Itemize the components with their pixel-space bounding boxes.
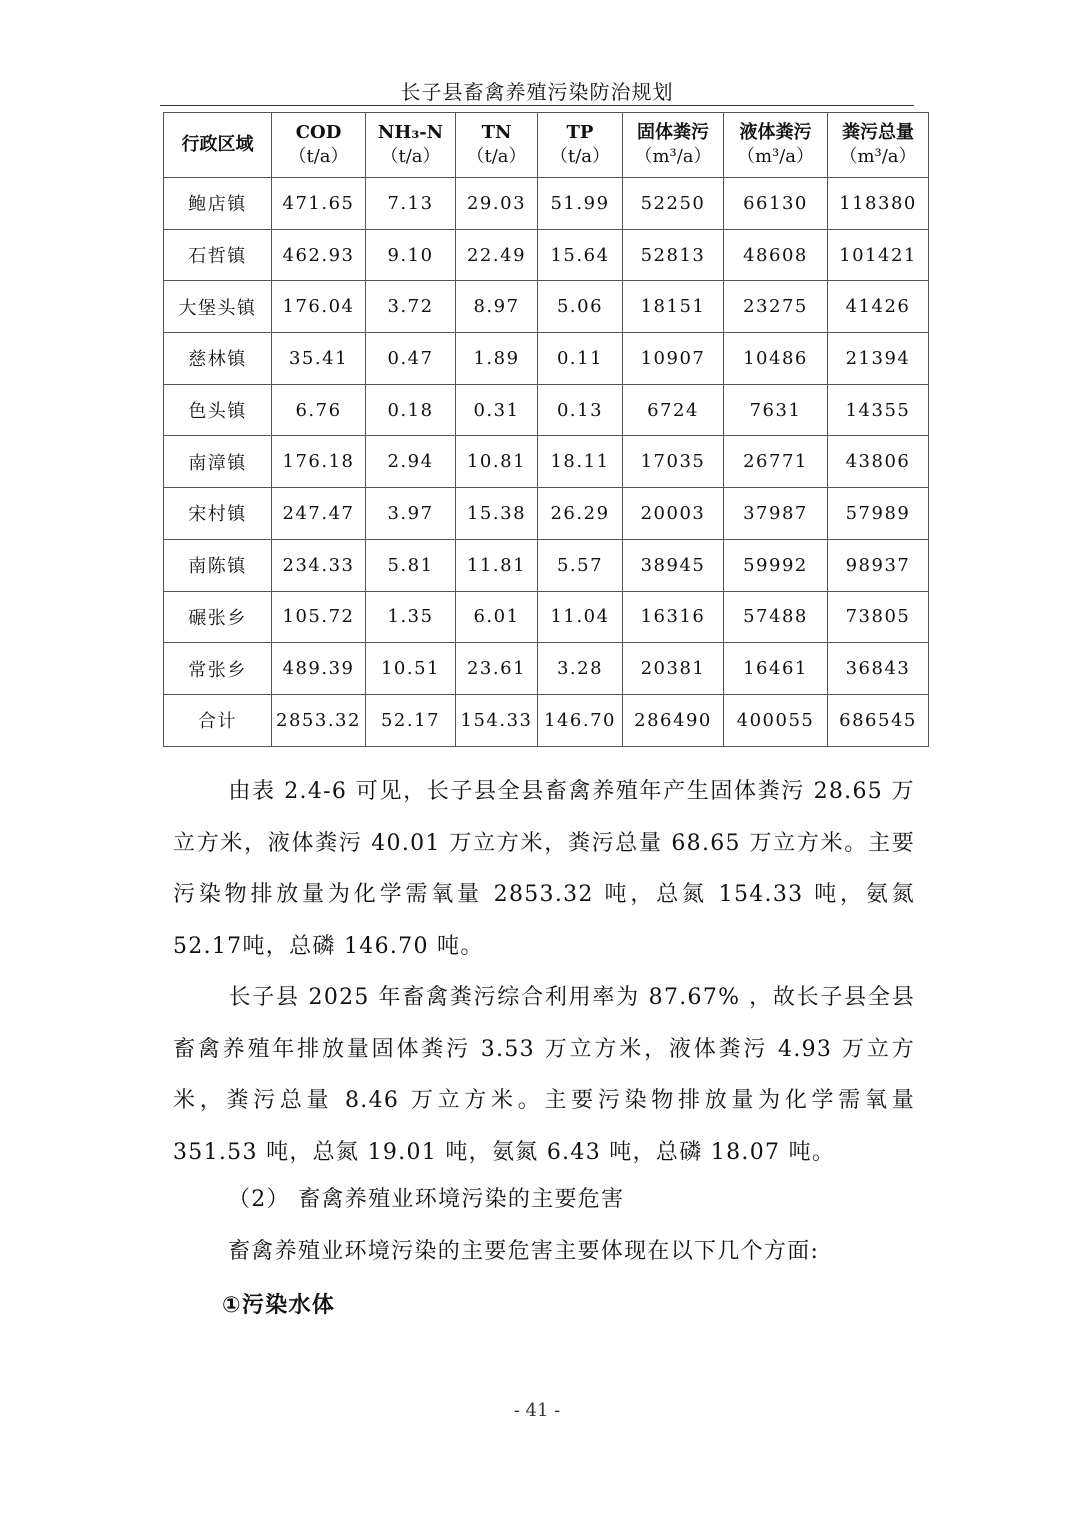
table-header-row <box>164 113 929 178</box>
header-rule <box>160 105 914 106</box>
table-cell: 154.33 <box>456 694 538 746</box>
pollution-table <box>163 112 929 747</box>
table-cell: 48608 <box>724 229 828 281</box>
table-cell: 6.01 <box>456 591 538 643</box>
table-cell: 38945 <box>623 539 724 591</box>
table-cell: 101421 <box>828 229 929 281</box>
column-header <box>272 113 366 178</box>
table-cell: 10486 <box>724 333 828 385</box>
table-cell: 98937 <box>828 539 929 591</box>
table-cell: 0.13 <box>538 384 623 436</box>
column-header <box>828 113 929 178</box>
table-cell: 105.72 <box>272 591 366 643</box>
table-cell: 9.10 <box>366 229 456 281</box>
table-cell: 59992 <box>724 539 828 591</box>
table-cell: 247.47 <box>272 488 366 540</box>
subsection-heading: ①污染水体 <box>222 1293 336 1318</box>
table-cell: 11.81 <box>456 539 538 591</box>
table-cell: 11.04 <box>538 591 623 643</box>
table-cell: 21394 <box>828 333 929 385</box>
table-row <box>164 488 929 540</box>
table-row <box>164 591 929 643</box>
page-header-title: 长子县畜禽养殖污染防治规划 <box>400 80 674 104</box>
table-cell: 35.41 <box>272 333 366 385</box>
table-cell: 52.17 <box>366 694 456 746</box>
table-cell: 10.81 <box>456 436 538 488</box>
table-cell: 10907 <box>623 333 724 385</box>
table-cell: 南陈镇 <box>164 539 272 591</box>
table-cell: 16461 <box>724 643 828 695</box>
column-header <box>623 113 724 178</box>
table-cell: 慈林镇 <box>164 333 272 385</box>
table-row <box>164 178 929 230</box>
table-cell: 462.93 <box>272 229 366 281</box>
table-row <box>164 281 929 333</box>
table-cell: 23275 <box>724 281 828 333</box>
column-header <box>538 113 623 178</box>
table-cell: 0.11 <box>538 333 623 385</box>
column-header: 行政区域 <box>164 113 272 178</box>
table-cell: 2.94 <box>366 436 456 488</box>
table-cell: 0.31 <box>456 384 538 436</box>
paragraph-2-text: 长子县 2025 年畜禽粪污综合利用率为 87.67% ，故长子县全县畜禽养殖年排放量固体粪污 3.53 万立方米，液体粪污 4.93 万立方米，粪污总量 8.46 万立方米。主要污染物排放量为化学需氧量 351.53 吨，总氮 19.01 吨，氨氮 6.43 吨，总磷 18.07 吨。 <box>173 985 915 1166</box>
table-cell: 石哲镇 <box>164 229 272 281</box>
column-header-name: 液体粪污 <box>739 122 812 143</box>
table-cell: 489.39 <box>272 643 366 695</box>
table-cell: 0.47 <box>366 333 456 385</box>
table-cell: 碾张乡 <box>164 591 272 643</box>
table-cell: 7631 <box>724 384 828 436</box>
table-cell: 3.97 <box>366 488 456 540</box>
table-cell: 宋村镇 <box>164 488 272 540</box>
table-cell: 鲍店镇 <box>164 178 272 230</box>
table-cell: 17035 <box>623 436 724 488</box>
column-header <box>366 113 456 178</box>
table-row <box>164 384 929 436</box>
table-cell: 3.72 <box>366 281 456 333</box>
table-cell: 57488 <box>724 591 828 643</box>
table-cell: 6.76 <box>272 384 366 436</box>
table-row <box>164 539 929 591</box>
table-cell: 20381 <box>623 643 724 695</box>
table-cell: 471.65 <box>272 178 366 230</box>
column-header-unit: （t/a） <box>288 146 349 167</box>
table-cell: 5.06 <box>538 281 623 333</box>
table-cell: 0.18 <box>366 384 456 436</box>
column-header-name: 固体粪污 <box>637 122 709 143</box>
paragraph-1-text: 由表 2.4-6 可见，长子县全县畜禽养殖年产生固体粪污 28.65 万立方米，液体粪污 40.01 万立方米，粪污总量 68.65 万立方米。主要污染物排放量为化学需氧量 2853.32 吨，总氮 154.33 吨，氨氮 52.17吨，总磷 146.70 吨。 <box>173 779 915 960</box>
section-heading: （2） 畜禽养殖业环境污染的主要危害 <box>228 1187 625 1212</box>
table-cell: 176.18 <box>272 436 366 488</box>
table-cell: 176.04 <box>272 281 366 333</box>
table-cell: 23.61 <box>456 643 538 695</box>
table-cell: 52813 <box>623 229 724 281</box>
table-cell: 6724 <box>623 384 724 436</box>
table-body <box>164 178 929 747</box>
column-header <box>724 113 828 178</box>
table-cell: 15.64 <box>538 229 623 281</box>
table-cell: 15.38 <box>456 488 538 540</box>
table-cell: 色头镇 <box>164 384 272 436</box>
table-cell: 5.81 <box>366 539 456 591</box>
table-row <box>164 229 929 281</box>
table-cell: 5.57 <box>538 539 623 591</box>
table-cell: 686545 <box>828 694 929 746</box>
table-cell: 8.97 <box>456 281 538 333</box>
table-cell: 41426 <box>828 281 929 333</box>
table-cell: 18151 <box>623 281 724 333</box>
paragraph-1 <box>173 766 915 973</box>
table-cell: 286490 <box>623 694 724 746</box>
column-header-name: TN <box>481 122 512 143</box>
table-cell: 29.03 <box>456 178 538 230</box>
table-cell: 2853.32 <box>272 694 366 746</box>
table-cell: 1.89 <box>456 333 538 385</box>
column-header-name: COD <box>295 122 342 143</box>
column-header-name: TP <box>566 122 594 143</box>
table-cell: 7.13 <box>366 178 456 230</box>
table-cell: 57989 <box>828 488 929 540</box>
paragraph-3: 畜禽养殖业环境污染的主要危害主要体现在以下几个方面: <box>228 1239 820 1264</box>
table-cell: 36843 <box>828 643 929 695</box>
table-cell: 118380 <box>828 178 929 230</box>
table-cell: 20003 <box>623 488 724 540</box>
table-cell: 14355 <box>828 384 929 436</box>
table-cell: 43806 <box>828 436 929 488</box>
table-cell: 52250 <box>623 178 724 230</box>
table-row <box>164 643 929 695</box>
table-cell: 66130 <box>724 178 828 230</box>
table-cell: 146.70 <box>538 694 623 746</box>
table-cell: 3.28 <box>538 643 623 695</box>
column-header-name: NH₃-N <box>377 122 444 143</box>
column-header-unit: （t/a） <box>549 146 611 167</box>
table-cell: 16316 <box>623 591 724 643</box>
column-header-name: 粪污总量 <box>842 122 914 143</box>
table-cell: 400055 <box>724 694 828 746</box>
table-cell: 1.35 <box>366 591 456 643</box>
table-cell: 大堡头镇 <box>164 281 272 333</box>
column-header-unit: （t/a） <box>380 146 441 167</box>
table-row <box>164 436 929 488</box>
table-cell: 234.33 <box>272 539 366 591</box>
table-cell: 26771 <box>724 436 828 488</box>
table-cell: 37987 <box>724 488 828 540</box>
table-cell: 73805 <box>828 591 929 643</box>
table-row <box>164 333 929 385</box>
table-cell: 合计 <box>164 694 272 746</box>
column-header-unit: （m³/a） <box>634 146 712 167</box>
table-cell: 常张乡 <box>164 643 272 695</box>
table-cell: 10.51 <box>366 643 456 695</box>
table-row <box>164 694 929 746</box>
page-number: - 41 - <box>513 1400 561 1421</box>
column-header-unit: （m³/a） <box>736 146 815 167</box>
table-cell: 南漳镇 <box>164 436 272 488</box>
column-header <box>456 113 538 178</box>
table-cell: 18.11 <box>538 436 623 488</box>
table-cell: 26.29 <box>538 488 623 540</box>
table-cell: 51.99 <box>538 178 623 230</box>
column-header-unit: （m³/a） <box>839 146 917 167</box>
paragraph-2 <box>173 972 915 1179</box>
column-header-unit: （t/a） <box>466 146 527 167</box>
table-cell: 22.49 <box>456 229 538 281</box>
